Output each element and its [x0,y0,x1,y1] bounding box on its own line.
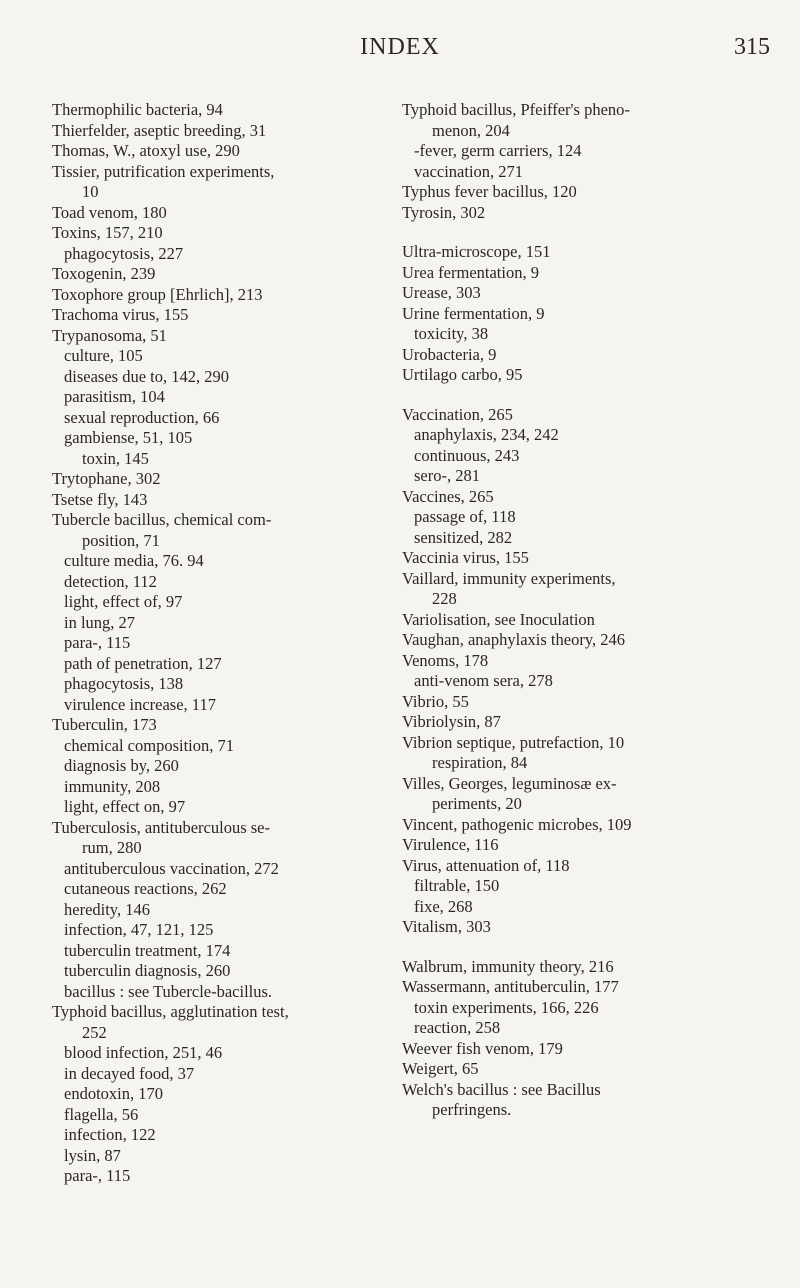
index-subentry: passage of, 118 [414,507,516,526]
index-subentry: sero-, 281 [414,466,480,485]
index-subentry: para-, 115 [64,633,131,652]
index-subentry: culture media, 76. 94 [64,551,204,570]
index-subentry: tuberculin treatment, 174 [64,940,231,960]
index-subentry: endotoxin, 170 [64,1084,163,1103]
index-entry: Vibrio, 55 [402,691,469,711]
page-number: 315 [734,34,770,60]
index-entry: Urease, 303 [402,283,481,302]
index-subentry: 228 [432,589,457,608]
index-subentry: blood infection, 251, 46 [64,1043,223,1062]
index-entry: Vibrion septique, putrefaction, 10 [402,732,625,752]
index-subentry: para-, 115 [64,1166,131,1185]
index-entry: Trachoma virus, 155 [52,305,189,324]
index-subentry: in lung, 27 [64,612,136,632]
section-gap [402,386,762,405]
index-entry: Weever fish venom, 179 [402,1038,563,1058]
index-entry: Typhoid bacillus, agglutination test, [52,1002,289,1021]
index-entry: Welch's bacillus : see Bacillus [402,1079,601,1099]
index-entry: Vaccination, 265 [402,404,513,424]
index-subentry: sensitized, 282 [414,527,513,547]
index-entry: Vaccinia virus, 155 [402,548,529,567]
index-entry: Toxophore group [Ehrlich], 213 [52,284,263,304]
index-subentry: light, effect on, 97 [64,797,186,816]
index-entry: Thierfelder, aseptic breeding, 31 [52,120,267,140]
index-entry: Toxins, 157, 210 [52,223,163,242]
index-subentry: antituberculous vaccination, 272 [64,858,279,878]
index-entry: Wassermann, antituberculin, 177 [402,977,619,996]
index-entry: Tuberculin, 173 [52,715,157,734]
index-subentry: in decayed food, 37 [64,1063,195,1083]
index-entry: Vaughan, anaphylaxis theory, 246 [402,630,625,649]
section-gap [402,938,762,957]
index-subentry: toxicity, 38 [414,324,489,343]
index-entry: Tyrosin, 302 [402,202,486,222]
index-subentry: anti-venom sera, 278 [414,671,553,690]
index-entry: Tuberculosis, antituberculous se- [52,817,270,837]
index-subentry: gambiense, 51, 105 [64,428,193,447]
index-subentry: detection, 112 [64,571,157,591]
index-subentry: menon, 204 [432,120,510,140]
index-subentry: filtrable, 150 [414,876,500,895]
index-subentry: anaphylaxis, 234, 242 [414,425,559,444]
index-entry: Villes, Georges, leguminosæ ex- [402,773,617,793]
index-entry: Toxogenin, 239 [52,264,156,283]
index-subentry: immunity, 208 [64,776,161,796]
index-subentry: virulence increase, 117 [64,694,216,714]
index-subentry: respiration, 84 [432,753,528,772]
index-subentry: phagocytosis, 227 [64,243,184,263]
index-subentry: perfringens. [432,1100,512,1119]
index-entry: Urtilago carbo, 95 [402,365,523,384]
index-subentry: diagnosis by, 260 [64,756,179,775]
index-entry: Walbrum, immunity theory, 216 [402,956,614,976]
index-entry: Vaccines, 265 [402,486,494,506]
running-title: INDEX [360,34,440,60]
index-subentry: fixe, 268 [414,896,473,916]
index-subentry: diseases due to, 142, 290 [64,366,229,386]
index-entry: Trypanosoma, 51 [52,325,167,345]
index-entry: Urine fermentation, 9 [402,303,545,323]
index-subentry: parasitism, 104 [64,387,165,406]
index-entry: Virulence, 116 [402,835,499,854]
index-subentry: light, effect of, 97 [64,592,183,611]
index-subentry: phagocytosis, 138 [64,674,184,693]
index-entry: Vincent, pathogenic microbes, 109 [402,814,632,834]
index-entry: Vitalism, 303 [402,917,491,936]
index-entry: Urea fermentation, 9 [402,262,539,282]
index-subentry: vaccination, 271 [414,161,524,181]
index-column-right [402,100,762,1121]
index-subentry: 10 [82,182,99,201]
index-entry: Ultra-microscope, 151 [402,242,551,261]
index-subentry: infection, 122 [64,1125,156,1144]
index-subentry: flagella, 56 [64,1104,139,1124]
index-entry: Typhoid bacillus, Pfeiffer's pheno- [402,100,630,119]
index-entry: Thomas, W., atoxyl use, 290 [52,141,240,160]
index-entry: Weigert, 65 [402,1059,479,1078]
index-column-left [52,100,412,1187]
index-entry: Virus, attenuation of, 118 [402,855,570,875]
index-subentry: heredity, 146 [64,899,150,919]
index-entry: Tsetse fly, 143 [52,489,148,509]
index-entry: Variolisation, see Inoculation [402,609,595,629]
index-subentry: periments, 20 [432,794,522,813]
section-gap [402,223,762,242]
index-subentry: -fever, germ carriers, 124 [414,141,582,160]
index-subentry: cutaneous reactions, 262 [64,879,227,898]
index-subentry: path of penetration, 127 [64,653,222,673]
index-subentry: infection, 47, 121, 125 [64,920,214,939]
index-entry: Toad venom, 180 [52,202,167,222]
index-subentry: rum, 280 [82,838,142,857]
index-subentry: position, 71 [82,530,160,550]
index-entry: Tissier, putrification experiments, [52,161,275,181]
index-subentry: tuberculin diagnosis, 260 [64,961,231,980]
index-entry: Venoms, 178 [402,650,489,670]
index-entry: Trytophane, 302 [52,469,161,488]
index-entry: Thermophilic bacteria, 94 [52,100,223,119]
index-subentry: culture, 105 [64,346,143,365]
index-subentry: bacillus : see Tubercle-bacillus. [64,981,273,1001]
index-subentry: chemical composition, 71 [64,735,235,755]
index-subentry: toxin, 145 [82,448,149,468]
index-entry: Typhus fever bacillus, 120 [402,182,577,201]
index-subentry: sexual reproduction, 66 [64,407,220,427]
index-entry: Vaillard, immunity experiments, [402,568,616,588]
index-subentry: reaction, 258 [414,1018,501,1037]
page-header [0,30,800,70]
index-entry: Urobacteria, 9 [402,344,497,364]
index-entry: Tubercle bacillus, chemical com- [52,510,272,529]
index-entry: Vibriolysin, 87 [402,712,501,731]
index-subentry: continuous, 243 [414,445,520,465]
index-subentry: lysin, 87 [64,1145,121,1165]
index-subentry: 252 [82,1022,107,1042]
index-subentry: toxin experiments, 166, 226 [414,997,599,1017]
